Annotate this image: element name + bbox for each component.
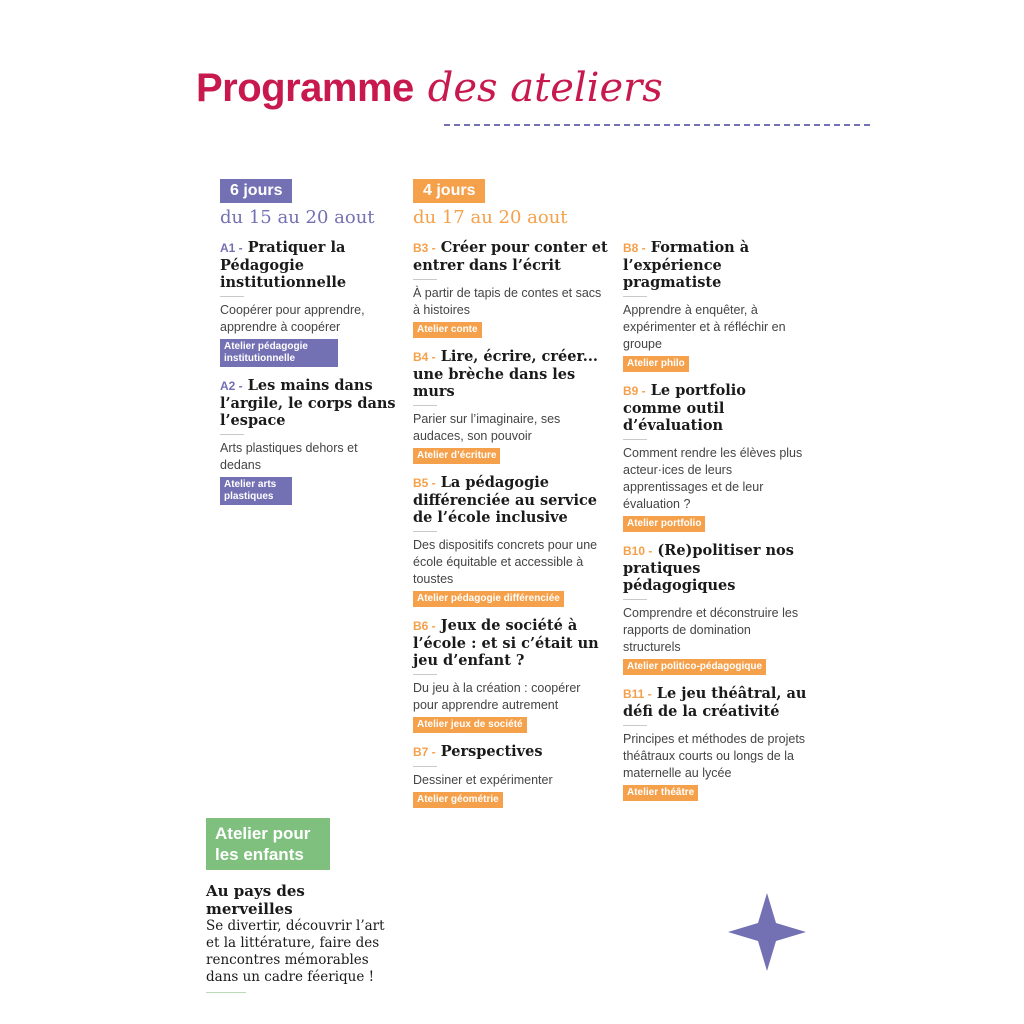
divider bbox=[413, 405, 437, 406]
title-part2: des ateliers bbox=[427, 65, 663, 111]
divider bbox=[413, 766, 437, 767]
dates-label: du 17 au 20 aout bbox=[413, 207, 568, 228]
workshop-description: Dessiner et expérimenter bbox=[413, 773, 553, 787]
workshop-badge: Atelier portfolio bbox=[623, 516, 705, 532]
workshop-code: A2 - bbox=[220, 379, 243, 393]
kids-workshop bbox=[206, 818, 396, 998]
divider bbox=[206, 992, 246, 993]
workshop-code: B11 - bbox=[623, 687, 652, 701]
workshop-description: Comment rendre les élèves plus acteur·ices de leurs apprentissages et de leur évaluation ? bbox=[623, 446, 803, 511]
workshop-description: Principes et méthodes de projets théâtraux courts ou longs de la maternelle au lycée bbox=[623, 732, 806, 780]
workshop-badge: Atelier conte bbox=[413, 322, 482, 338]
workshop-code: B7 - bbox=[413, 745, 436, 759]
workshop-code: B4 - bbox=[413, 350, 436, 364]
workshop-title bbox=[623, 239, 808, 291]
workshop-code: B8 - bbox=[623, 241, 646, 255]
column-6-jours bbox=[220, 179, 400, 515]
workshop-code: B5 - bbox=[413, 476, 436, 490]
workshop-title-text: (Re)politiser nos pratiques pédagogiques bbox=[623, 542, 794, 594]
workshop-a2 bbox=[220, 377, 400, 505]
workshop-badge: Atelier arts plastiques bbox=[220, 477, 292, 505]
title-part1: Programme bbox=[196, 66, 414, 110]
page-title bbox=[196, 62, 663, 114]
divider bbox=[220, 296, 244, 297]
workshop-title-text: Les mains dans l’argile, le corps dans l’espace bbox=[220, 377, 396, 429]
workshop-title-text: Formation à l’expérience pragmatiste bbox=[623, 239, 750, 291]
title-divider bbox=[444, 124, 870, 126]
workshop-title bbox=[623, 685, 808, 720]
workshop-title-text: Le portfolio comme outil d’évaluation bbox=[623, 382, 746, 434]
divider bbox=[623, 725, 647, 726]
workshop-description: Des dispositifs concrets pour une école équitable et accessible à toustes bbox=[413, 538, 598, 586]
workshop-title bbox=[623, 382, 808, 434]
kids-description: Se divertir, découvrir l’art et la littérature, faire des rencontres mémorables dans un cadre féerique ! bbox=[206, 918, 385, 985]
workshop-title bbox=[623, 542, 808, 594]
workshop-description: Apprendre à enquêter, à expérimenter et à réfléchir en groupe bbox=[623, 303, 786, 351]
column-4-jours-suite bbox=[623, 239, 808, 811]
workshop-badge: Atelier géométrie bbox=[413, 792, 503, 808]
divider bbox=[413, 674, 437, 675]
workshop-badge: Atelier jeux de société bbox=[413, 717, 527, 733]
duration-tag: 6 jours bbox=[220, 179, 292, 203]
workshop-title-text: Lire, écrire, créer... une brèche dans les murs bbox=[413, 348, 598, 400]
workshop-code: B10 - bbox=[623, 544, 653, 558]
divider bbox=[623, 599, 647, 600]
workshop-badge: Atelier pédagogie institutionnelle bbox=[220, 339, 338, 367]
workshop-title bbox=[413, 617, 608, 669]
workshop-title-text: Créer pour conter et entrer dans l’écrit bbox=[413, 239, 608, 274]
four-point-star-icon bbox=[728, 893, 806, 971]
workshop-description: Parier sur l’imaginaire, ses audaces, son pouvoir bbox=[413, 412, 561, 443]
workshop-b10 bbox=[623, 542, 808, 675]
workshop-title bbox=[413, 348, 608, 400]
kids-tag: Atelier pour les enfants bbox=[206, 818, 330, 870]
workshop-title-text: Jeux de société à l’école : et si c’était un jeu d’enfant ? bbox=[413, 617, 599, 669]
workshop-badge: Atelier politico-pédagogique bbox=[623, 659, 766, 675]
workshop-description: Du jeu à la création : coopérer pour apprendre autrement bbox=[413, 681, 581, 712]
divider bbox=[623, 296, 647, 297]
workshop-b8 bbox=[623, 239, 808, 372]
workshop-description: Coopérer pour apprendre, apprendre à coopérer bbox=[220, 303, 365, 334]
dates-label: du 15 au 20 aout bbox=[220, 207, 375, 228]
workshop-badge: Atelier d’écriture bbox=[413, 448, 500, 464]
workshop-title-text: Pratiquer la Pédagogie institutionnelle bbox=[220, 239, 347, 291]
workshop-description: Comprendre et déconstruire les rapports de domination structurels bbox=[623, 606, 799, 654]
workshop-b7 bbox=[413, 743, 608, 808]
workshop-code: B9 - bbox=[623, 384, 646, 398]
workshop-b11 bbox=[623, 685, 808, 801]
workshop-code: B6 - bbox=[413, 619, 436, 633]
divider bbox=[220, 434, 244, 435]
workshop-title bbox=[220, 239, 400, 291]
workshop-b6 bbox=[413, 617, 608, 733]
divider bbox=[623, 439, 647, 440]
workshop-title bbox=[413, 474, 608, 526]
divider bbox=[413, 279, 437, 280]
kids-title: Au pays des merveilles bbox=[206, 882, 305, 918]
workshop-title bbox=[413, 743, 608, 761]
divider bbox=[413, 531, 437, 532]
workshop-b4 bbox=[413, 348, 608, 464]
workshop-a1 bbox=[220, 239, 400, 367]
workshop-title bbox=[413, 239, 608, 274]
workshop-description: À partir de tapis de contes et sacs à histoires bbox=[413, 286, 602, 317]
workshop-badge: Atelier philo bbox=[623, 356, 689, 372]
column-4-jours bbox=[413, 179, 608, 818]
duration-tag: 4 jours bbox=[413, 179, 485, 203]
workshop-badge: Atelier théâtre bbox=[623, 785, 698, 801]
workshop-code: B3 - bbox=[413, 241, 436, 255]
workshop-b5 bbox=[413, 474, 608, 607]
workshop-badge: Atelier pédagogie différenciée bbox=[413, 591, 564, 607]
workshop-b9 bbox=[623, 382, 808, 532]
workshop-title-text: La pédagogie différenciée au service de l’école inclusive bbox=[413, 474, 598, 526]
workshop-description: Arts plastiques dehors et dedans bbox=[220, 441, 358, 472]
workshop-code: A1 - bbox=[220, 241, 243, 255]
workshop-title bbox=[220, 377, 400, 429]
workshop-title-text: Perspectives bbox=[440, 743, 543, 760]
workshop-title-text: Le jeu théâtral, au défi de la créativité bbox=[623, 685, 807, 720]
workshop-b3 bbox=[413, 239, 608, 338]
